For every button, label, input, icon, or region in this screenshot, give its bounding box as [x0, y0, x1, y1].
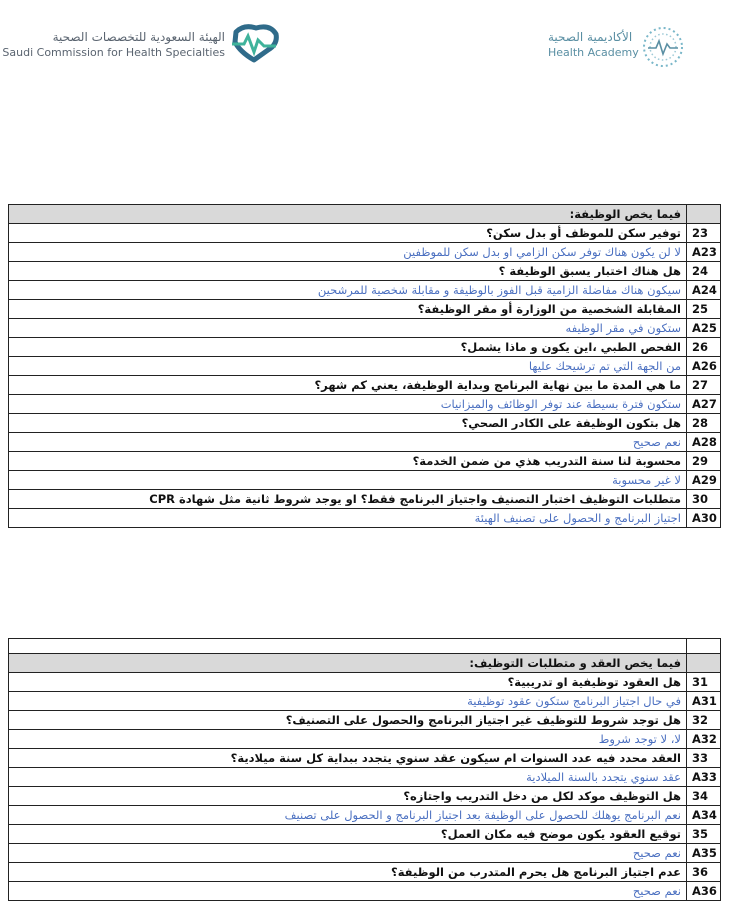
answer-row: [9, 806, 721, 825]
question-row: [9, 749, 721, 768]
section-header: [9, 205, 721, 224]
question-text: الفحص الطبي ،اين يكون و ماذا يشمل؟: [9, 338, 687, 357]
answer-number: A35: [687, 844, 721, 863]
answer-row: [9, 319, 721, 338]
answer-number: A32: [687, 730, 721, 749]
answer-row: [9, 281, 721, 300]
scfhs-logo: [2, 22, 280, 70]
answer-row: [9, 730, 721, 749]
question-row: [9, 787, 721, 806]
health-academy-logo-english: Health Academy: [548, 46, 639, 59]
answer-text: نعم صحيح: [9, 882, 687, 901]
job-faq-table: [8, 204, 721, 528]
question-text: هل توجد شروط للتوظيف غير اجتياز البرنامج والحصول على التصنيف؟: [9, 711, 687, 730]
answer-text: اجتياز البرنامج و الحصول على تصنيف الهيئة: [9, 509, 687, 528]
question-text: العقد محدد فيه عدد السنوات ام سيكون عقد سنوي يتجدد ببداية كل سنة ميلادية؟: [9, 749, 687, 768]
answer-number: A28: [687, 433, 721, 452]
answer-text: في حال اجتياز البرنامج ستكون عقود توظيفية: [9, 692, 687, 711]
question-row: [9, 414, 721, 433]
answer-text: نعم صحيح: [9, 844, 687, 863]
health-academy-logo: [548, 22, 688, 70]
question-number: 35: [687, 825, 721, 844]
section-header: [9, 654, 721, 673]
question-row: [9, 711, 721, 730]
answer-number: A33: [687, 768, 721, 787]
answer-number: A24: [687, 281, 721, 300]
answer-text: عقد سنوي يتجدد بالسنة الميلادية: [9, 768, 687, 787]
question-row: [9, 338, 721, 357]
question-text: ما هي المدة ما بين نهاية البرنامج وبداية الوظيفة، يعني كم شهر؟: [9, 376, 687, 395]
answer-number: A34: [687, 806, 721, 825]
question-row: [9, 262, 721, 281]
answer-number: A23: [687, 243, 721, 262]
question-text: هل بتكون الوظيفة على الكادر الصحي؟: [9, 414, 687, 433]
heartbeat-logo-icon: [230, 22, 280, 66]
question-text: محسوبة لنا سنة التدريب هذي من ضمن الخدمة؟: [9, 452, 687, 471]
question-row: [9, 376, 721, 395]
question-text: عدم اجتياز البرنامج هل يحرم المتدرب من الوظيفة؟: [9, 863, 687, 882]
question-number: 26: [687, 338, 721, 357]
answer-text: ستكون فترة بسيطة عند توفر الوظائف والميزانيات: [9, 395, 687, 414]
dotted-circle-logo-icon: [640, 24, 686, 70]
question-row: [9, 490, 721, 509]
answer-number: A25: [687, 319, 721, 338]
answer-number: A26: [687, 357, 721, 376]
answer-row: [9, 433, 721, 452]
question-number: 23: [687, 224, 721, 243]
question-row: [9, 673, 721, 692]
question-number: 25: [687, 300, 721, 319]
question-number: 29: [687, 452, 721, 471]
answer-row: [9, 395, 721, 414]
answer-text: نعم صحيح: [9, 433, 687, 452]
question-number: 33: [687, 749, 721, 768]
answer-row: [9, 692, 721, 711]
question-text: توقيع العقود يكون موضح فيه مكان العمل؟: [9, 825, 687, 844]
question-text: هل العقود توظيفية او تدريبية؟: [9, 673, 687, 692]
scfhs-logo-arabic: الهيئة السعودية للتخصصات الصحية: [52, 30, 225, 44]
answer-row: [9, 243, 721, 262]
question-number: 31: [687, 673, 721, 692]
answer-text: من الجهة التي تم ترشيحك عليها: [9, 357, 687, 376]
section-title: فيما يخص العقد و متطلبات التوظيف:: [9, 654, 687, 673]
answer-text: نعم البرنامج يوهلك للحصول على الوظيفة بعد اجتياز البرنامج و الحصول على تصنيف: [9, 806, 687, 825]
question-row: [9, 863, 721, 882]
answer-text: سيكون هناك مفاضلة الزامية قبل الفوز بالوظيفة و مقابلة شخصية للمرشحين: [9, 281, 687, 300]
page-header: [0, 0, 750, 90]
question-number: 34: [687, 787, 721, 806]
question-text: متطلبات التوظيف اختبار التصنيف واجتياز البرنامج فقط؟ او يوجد شروط ثانية مثل شهادة CPR: [9, 490, 687, 509]
scfhs-logo-english: Saudi Commission for Health Specialties: [2, 46, 225, 59]
question-number: 24: [687, 262, 721, 281]
answer-text: ستكون في مقر الوظيفه: [9, 319, 687, 338]
answer-row: [9, 509, 721, 528]
contract-faq-table: [8, 638, 721, 901]
question-row: [9, 825, 721, 844]
question-row: [9, 300, 721, 319]
question-number: 32: [687, 711, 721, 730]
section-title: فيما يخص الوظيفة:: [9, 205, 687, 224]
question-text: هل هناك اختبار يسبق الوظيفة ؟: [9, 262, 687, 281]
question-text: توفير سكن للموظف أو بدل سكن؟: [9, 224, 687, 243]
question-row: [9, 224, 721, 243]
answer-number: A30: [687, 509, 721, 528]
question-row: [9, 452, 721, 471]
answer-text: لا غير محسوبة: [9, 471, 687, 490]
health-academy-logo-arabic: الأكاديمية الصحية: [548, 30, 633, 44]
question-number: 30: [687, 490, 721, 509]
answer-row: [9, 768, 721, 787]
question-text: هل التوظيف موكد لكل من دخل التدريب واجتازه؟: [9, 787, 687, 806]
answer-number: A29: [687, 471, 721, 490]
blank-row: [9, 639, 721, 654]
answer-row: [9, 882, 721, 901]
answer-row: [9, 471, 721, 490]
answer-text: لا، لا توجد شروط: [9, 730, 687, 749]
answer-row: [9, 357, 721, 376]
answer-number: A36: [687, 882, 721, 901]
question-number: 36: [687, 863, 721, 882]
question-text: المقابلة الشخصية من الوزارة أو مقر الوظيفة؟: [9, 300, 687, 319]
question-number: 28: [687, 414, 721, 433]
answer-number: A27: [687, 395, 721, 414]
answer-row: [9, 844, 721, 863]
question-number: 27: [687, 376, 721, 395]
answer-number: A31: [687, 692, 721, 711]
answer-text: لا لن يكون هناك توفر سكن الزامي او بدل سكن للموظفين: [9, 243, 687, 262]
